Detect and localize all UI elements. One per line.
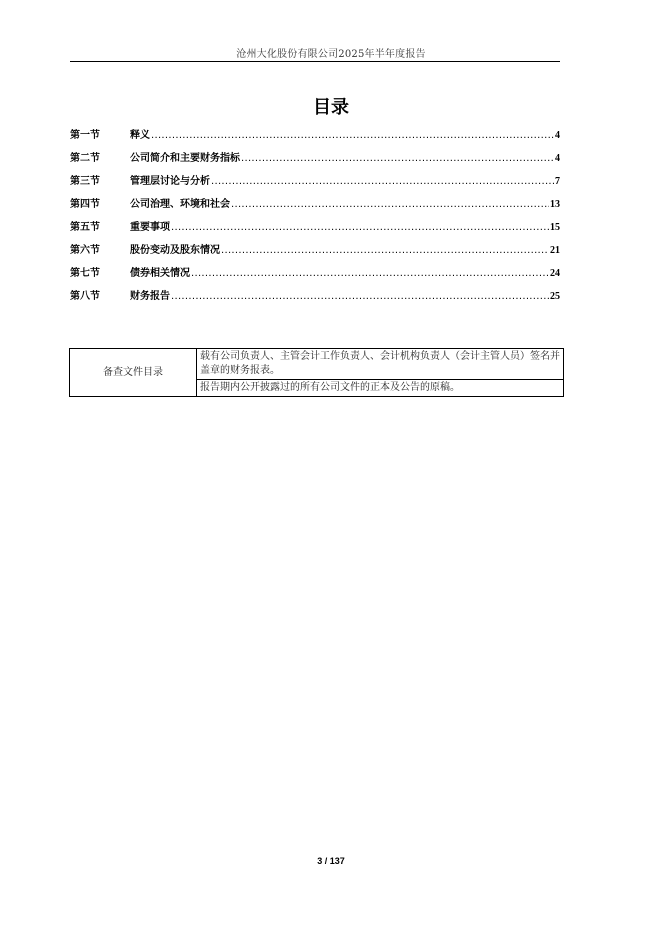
page-header: 沧州大化股份有限公司2025年半年度报告 xyxy=(236,49,426,60)
toc-entry[interactable] xyxy=(70,218,560,241)
header-divider xyxy=(70,61,560,62)
toc-entry-number: 第八节 xyxy=(70,291,100,302)
toc-entry-title: 公司治理、环境和社会 xyxy=(130,199,230,210)
toc-entry-title: 公司简介和主要财务指标 xyxy=(130,153,240,164)
toc-entry[interactable] xyxy=(70,287,560,310)
toc-entry[interactable] xyxy=(70,149,560,172)
toc-entry-title: 重要事项 xyxy=(130,222,170,233)
toc-entry[interactable] xyxy=(70,195,560,218)
toc-title: 目录 xyxy=(313,97,349,118)
toc-entry-page: 25 xyxy=(550,291,560,302)
toc-dot-leader xyxy=(191,268,549,279)
toc-entry-title: 释义 xyxy=(130,130,150,141)
toc-entry-number: 第五节 xyxy=(70,222,100,233)
toc-dot-leader xyxy=(151,130,554,141)
toc-dot-leader xyxy=(171,291,549,302)
toc-entry-number: 第一节 xyxy=(70,130,100,141)
toc-entry-title: 股份变动及股东情况 xyxy=(130,245,220,256)
toc-entry[interactable] xyxy=(70,172,560,195)
toc-dot-leader xyxy=(171,222,549,233)
toc-entry-page: 15 xyxy=(550,222,560,233)
toc-entry-page: 4 xyxy=(555,153,560,164)
toc-entry-page: 13 xyxy=(550,199,560,210)
toc-entry-title: 财务报告 xyxy=(130,291,170,302)
toc-entry-number: 第二节 xyxy=(70,153,100,164)
table-of-contents xyxy=(70,126,560,310)
toc-entry[interactable] xyxy=(70,241,560,264)
toc-entry-page: 7 xyxy=(555,176,560,187)
table-row xyxy=(70,349,564,380)
toc-entry-page: 24 xyxy=(550,268,560,279)
toc-entry-number: 第七节 xyxy=(70,268,100,279)
toc-entry-page: 21 xyxy=(550,245,560,256)
toc-entry-page: 4 xyxy=(555,130,560,141)
toc-entry-number: 第六节 xyxy=(70,245,100,256)
reference-document-item: 载有公司负责人、主管会计工作负责人、会计机构负责人（会计主管人员）签名并盖章的财务报表。 xyxy=(197,349,564,380)
page-number: 3 / 137 xyxy=(317,856,345,866)
reference-documents-label: 备查文件目录 xyxy=(70,349,197,397)
reference-documents-table xyxy=(69,348,564,397)
toc-entry[interactable] xyxy=(70,264,560,287)
toc-dot-leader xyxy=(211,176,554,187)
toc-entry-number: 第四节 xyxy=(70,199,100,210)
toc-entry-title: 债券相关情况 xyxy=(130,268,190,279)
toc-dot-leader xyxy=(221,245,549,256)
toc-entry-number: 第三节 xyxy=(70,176,100,187)
toc-entry[interactable] xyxy=(70,126,560,149)
toc-dot-leader xyxy=(241,153,554,164)
toc-entry-title: 管理层讨论与分析 xyxy=(130,176,210,187)
toc-dot-leader xyxy=(231,199,549,210)
reference-document-item: 报告期内公开披露过的所有公司文件的正本及公告的原稿。 xyxy=(197,380,564,397)
